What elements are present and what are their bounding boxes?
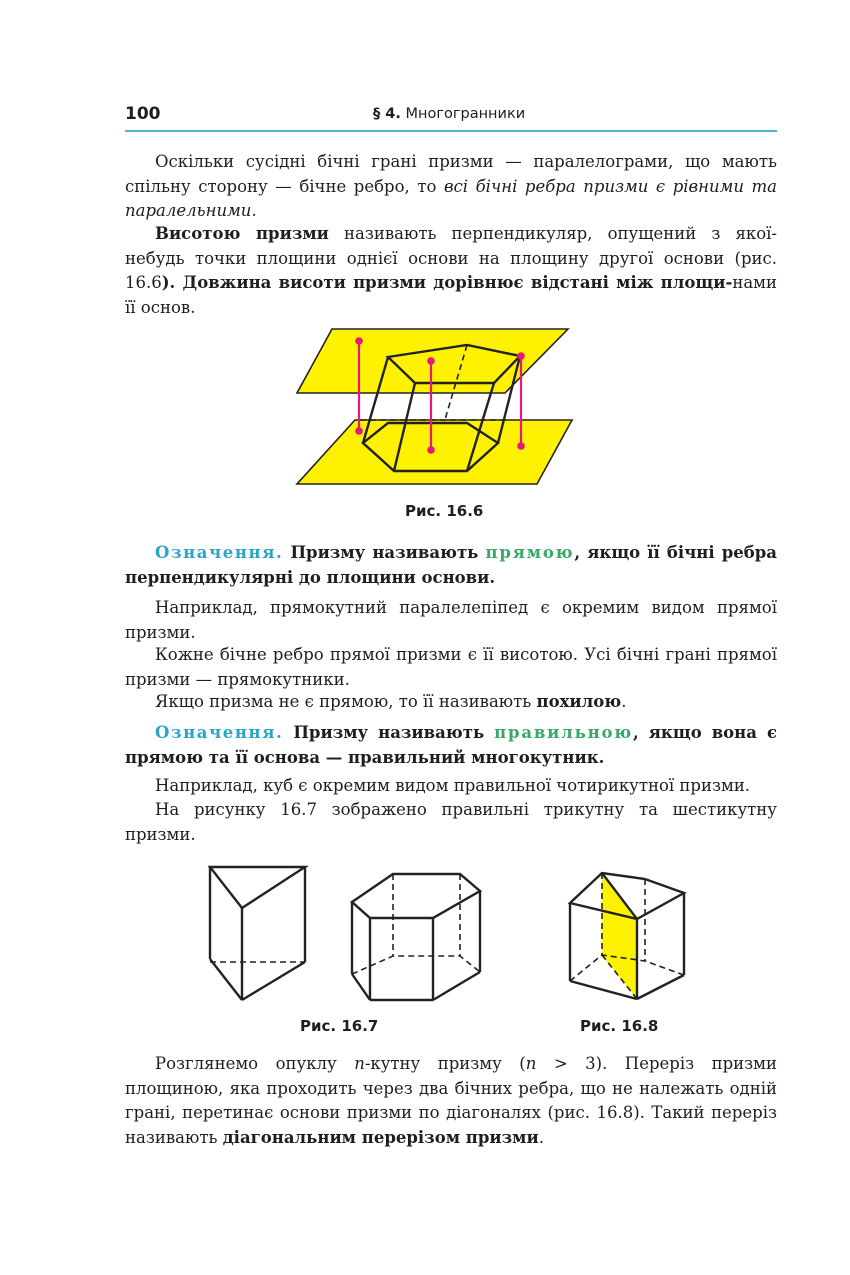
figure-16-8 xyxy=(565,865,687,1001)
paragraph-lateral-edge-height: Кожне бічне ребро прямої призми є її висотою. Усі бічні грані прямої призми — прямокутники. xyxy=(125,645,777,689)
figure-16-7 xyxy=(205,860,495,1008)
paragraph-lateral-edges: Оскільки сусідні бічні грані призми — паралелограми, що мають спільну сторону — бічне ребро, то всі бічні ребра призми є рівними та паралельними. xyxy=(125,152,777,220)
paragraph-figure-reference: На рисунку 16.7 зображено правильні трикутну та шестикутну призми. xyxy=(125,800,777,844)
page-number: 100 xyxy=(125,104,161,124)
definition-right-prism: Означення. Призму називають прямою, якщо її бічні ребра перпендикулярні до площини основи. xyxy=(125,543,777,587)
lower-base-plane xyxy=(297,420,572,484)
paragraph-oblique-prism: Якщо призма не є прямою, то її називають похилою. xyxy=(155,692,627,711)
paragraph-example-cube: Наприклад, куб є окремим видом правильної чотирикутної призми. xyxy=(155,776,751,795)
figure-16-6 xyxy=(295,325,580,490)
page-header xyxy=(125,100,777,132)
section-title: § 4. Многогранники xyxy=(373,106,526,122)
paragraph-example-parallelepiped: Наприклад, прямокутний паралелепіпед є окремим видом прямої призми. xyxy=(125,598,777,642)
diagonal-section xyxy=(602,873,637,999)
definition-regular-prism: Означення. Призму називають правильною, якщо вона є прямою та її основа — правильний многокутник. xyxy=(125,723,777,767)
paragraph-diagonal-section: Розглянемо опуклу n-кутну призму (n > 3). Переріз призми площиною, яка проходить через два бічних ребра, що не належать одній грані, перетинає основи призми по діагоналях (рис. 16.8). Такий переріз називають діагональним перерізом призми. xyxy=(125,1054,777,1147)
paragraph-height-definition: Висотою призми називають перпендикуляр, опущений з якої-небудь точки площини однієї основи на площину другої основи (рис. 16.6). Довжина висоти призми дорівнює відстані між площи-нами її основ. xyxy=(125,224,777,317)
figure-16-6-caption: Рис. 16.6 xyxy=(405,502,484,520)
figure-16-7-caption: Рис. 16.7 xyxy=(300,1017,379,1035)
triangular-prism-top xyxy=(210,867,305,908)
figure-16-8-caption: Рис. 16.8 xyxy=(580,1017,659,1035)
